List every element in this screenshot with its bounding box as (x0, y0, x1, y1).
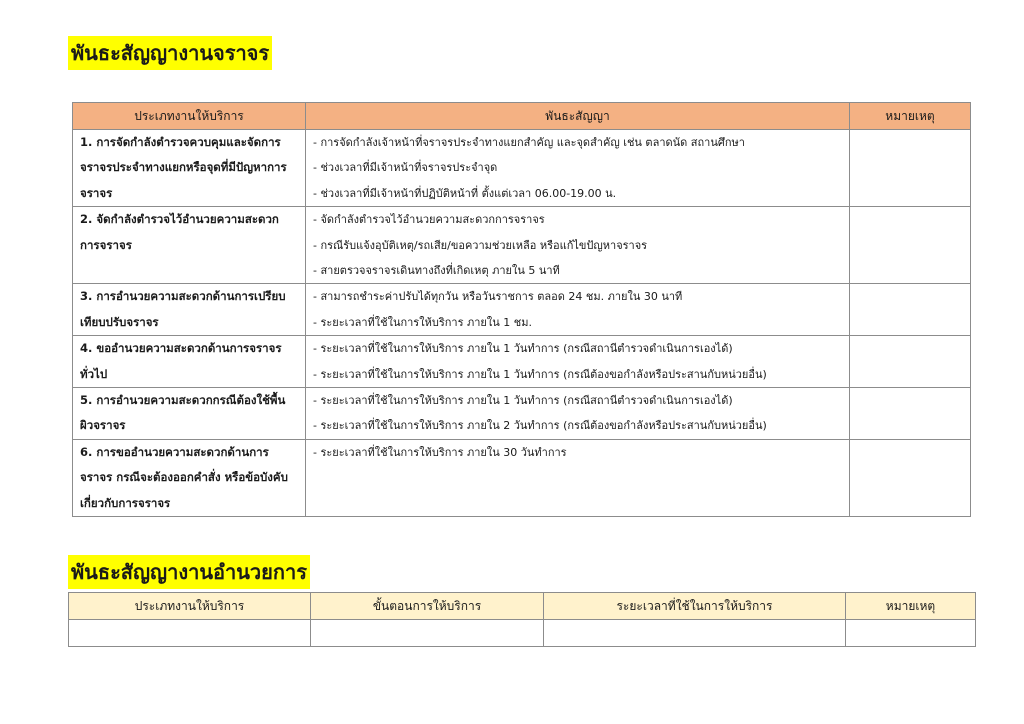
table-row (73, 388, 971, 440)
section-title-traffic: พันธะสัญญางานจราจร (68, 36, 272, 70)
service-cell (73, 388, 306, 440)
remark-cell (850, 130, 971, 207)
remark-cell (850, 439, 971, 516)
commitment-cell (306, 284, 850, 336)
remark-cell (850, 388, 971, 440)
commitment-line: - ระยะเวลาที่ใช้ในการให้บริการ ภายใน 1 ชม. (313, 315, 532, 329)
commitment-cell (306, 130, 850, 207)
service-cell (73, 207, 306, 284)
header-service-duration: ระยะเวลาที่ใช้ในการให้บริการ (544, 593, 846, 620)
service-label: 4. ขออำนวยความสะดวกด้านการจราจรทั่วไป (80, 341, 282, 381)
header-service-type: ประเภทงานให้บริการ (73, 103, 306, 130)
table-row (73, 207, 971, 284)
remark-cell (850, 207, 971, 284)
section-title-administration: พันธะสัญญางานอำนวยการ (68, 555, 310, 589)
commitment-line: - ระยะเวลาที่ใช้ในการให้บริการ ภายใน 2 วันทำการ (กรณีต้องขอกำลังหรือประสานกับหน่วยอื่น) (313, 419, 767, 433)
commitment-line: - สายตรวจจราจรเดินทางถึงที่เกิดเหตุ ภายใน 5 นาที (313, 264, 560, 278)
service-cell (73, 284, 306, 336)
table-row (73, 336, 971, 388)
table-header-row (73, 103, 971, 130)
empty-cell (544, 620, 846, 647)
remark-cell (850, 336, 971, 388)
header-commitment: พันธะสัญญา (306, 103, 850, 130)
table-row (69, 620, 976, 647)
header-service-type: ประเภทงานให้บริการ (69, 593, 311, 620)
service-label: 1. การจัดกำลังตำรวจควบคุมและจัดการจราจรประจำทางแยกหรือจุดที่มีปัญหาการจราจร (80, 135, 287, 200)
service-label: 6. การขออำนวยความสะดวกด้านการจราจร กรณีจะต้องออกคำสั่ง หรือข้อบังคับเกี่ยวกับการจราจร (80, 444, 288, 510)
table-row (73, 130, 971, 207)
header-remark: หมายเหตุ (850, 103, 971, 130)
table-row (73, 439, 971, 516)
commitment-line: - ช่วงเวลาที่มีเจ้าหน้าที่จราจรประจำจุด (313, 161, 498, 175)
administration-commitment-table (68, 592, 976, 647)
empty-cell (311, 620, 544, 647)
service-label: 3. การอำนวยความสะดวกด้านการเปรียบเทียบปรับจราจร (80, 289, 286, 329)
empty-cell (69, 620, 311, 647)
service-cell (73, 439, 306, 516)
table-row (73, 284, 971, 336)
commitment-cell (306, 336, 850, 388)
commitment-cell (306, 388, 850, 440)
commitment-line: - สามารถชำระค่าปรับได้ทุกวัน หรือวันราชการ ตลอด 24 ชม. ภายใน 30 นาที (313, 290, 683, 304)
service-label: 5. การอำนวยความสะดวกกรณีต้องใช้พื้นผิวจราจร (80, 393, 286, 433)
commitment-line: - ระยะเวลาที่ใช้ในการให้บริการ ภายใน 1 วันทำการ (กรณีต้องขอกำลังหรือประสานกับหน่วยอื่น) (313, 367, 767, 381)
table-header-row (69, 593, 976, 620)
commitment-line: - จัดกำลังตำรวจไว้อำนวยความสะดวกการจราจร (313, 213, 545, 227)
commitment-cell (306, 207, 850, 284)
service-label: 2. จัดกำลังตำรวจไว้อำนวยความสะดวกการจราจร (80, 212, 279, 252)
header-service-steps: ขั้นตอนการให้บริการ (311, 593, 544, 620)
remark-cell (850, 284, 971, 336)
service-cell (73, 130, 306, 207)
commitment-line: - ช่วงเวลาที่มีเจ้าหน้าที่ปฏิบัติหน้าที่ ตั้งแต่เวลา 06.00-19.00 น. (313, 186, 617, 200)
traffic-commitment-table (72, 102, 971, 517)
header-remark: หมายเหตุ (846, 593, 976, 620)
service-cell (73, 336, 306, 388)
commitment-line: - ระยะเวลาที่ใช้ในการให้บริการ ภายใน 30 วันทำการ (313, 445, 567, 459)
empty-cell (846, 620, 976, 647)
commitment-line: - กรณีรับแจ้งอุบัติเหตุ/รถเสีย/ขอความช่วยเหลือ หรือแก้ไขปัญหาจราจร (313, 238, 648, 252)
commitment-cell (306, 439, 850, 516)
commitment-line: - ระยะเวลาที่ใช้ในการให้บริการ ภายใน 1 วันทำการ (กรณีสถานีตำรวจดำเนินการเองได้) (313, 394, 733, 408)
commitment-line: - ระยะเวลาที่ใช้ในการให้บริการ ภายใน 1 วันทำการ (กรณีสถานีตำรวจดำเนินการเองได้) (313, 342, 733, 356)
commitment-line: - การจัดกำลังเจ้าหน้าที่จราจรประจำทางแยกสำคัญ และจุดสำคัญ เช่น ตลาดนัด สถานศึกษา (313, 136, 745, 149)
